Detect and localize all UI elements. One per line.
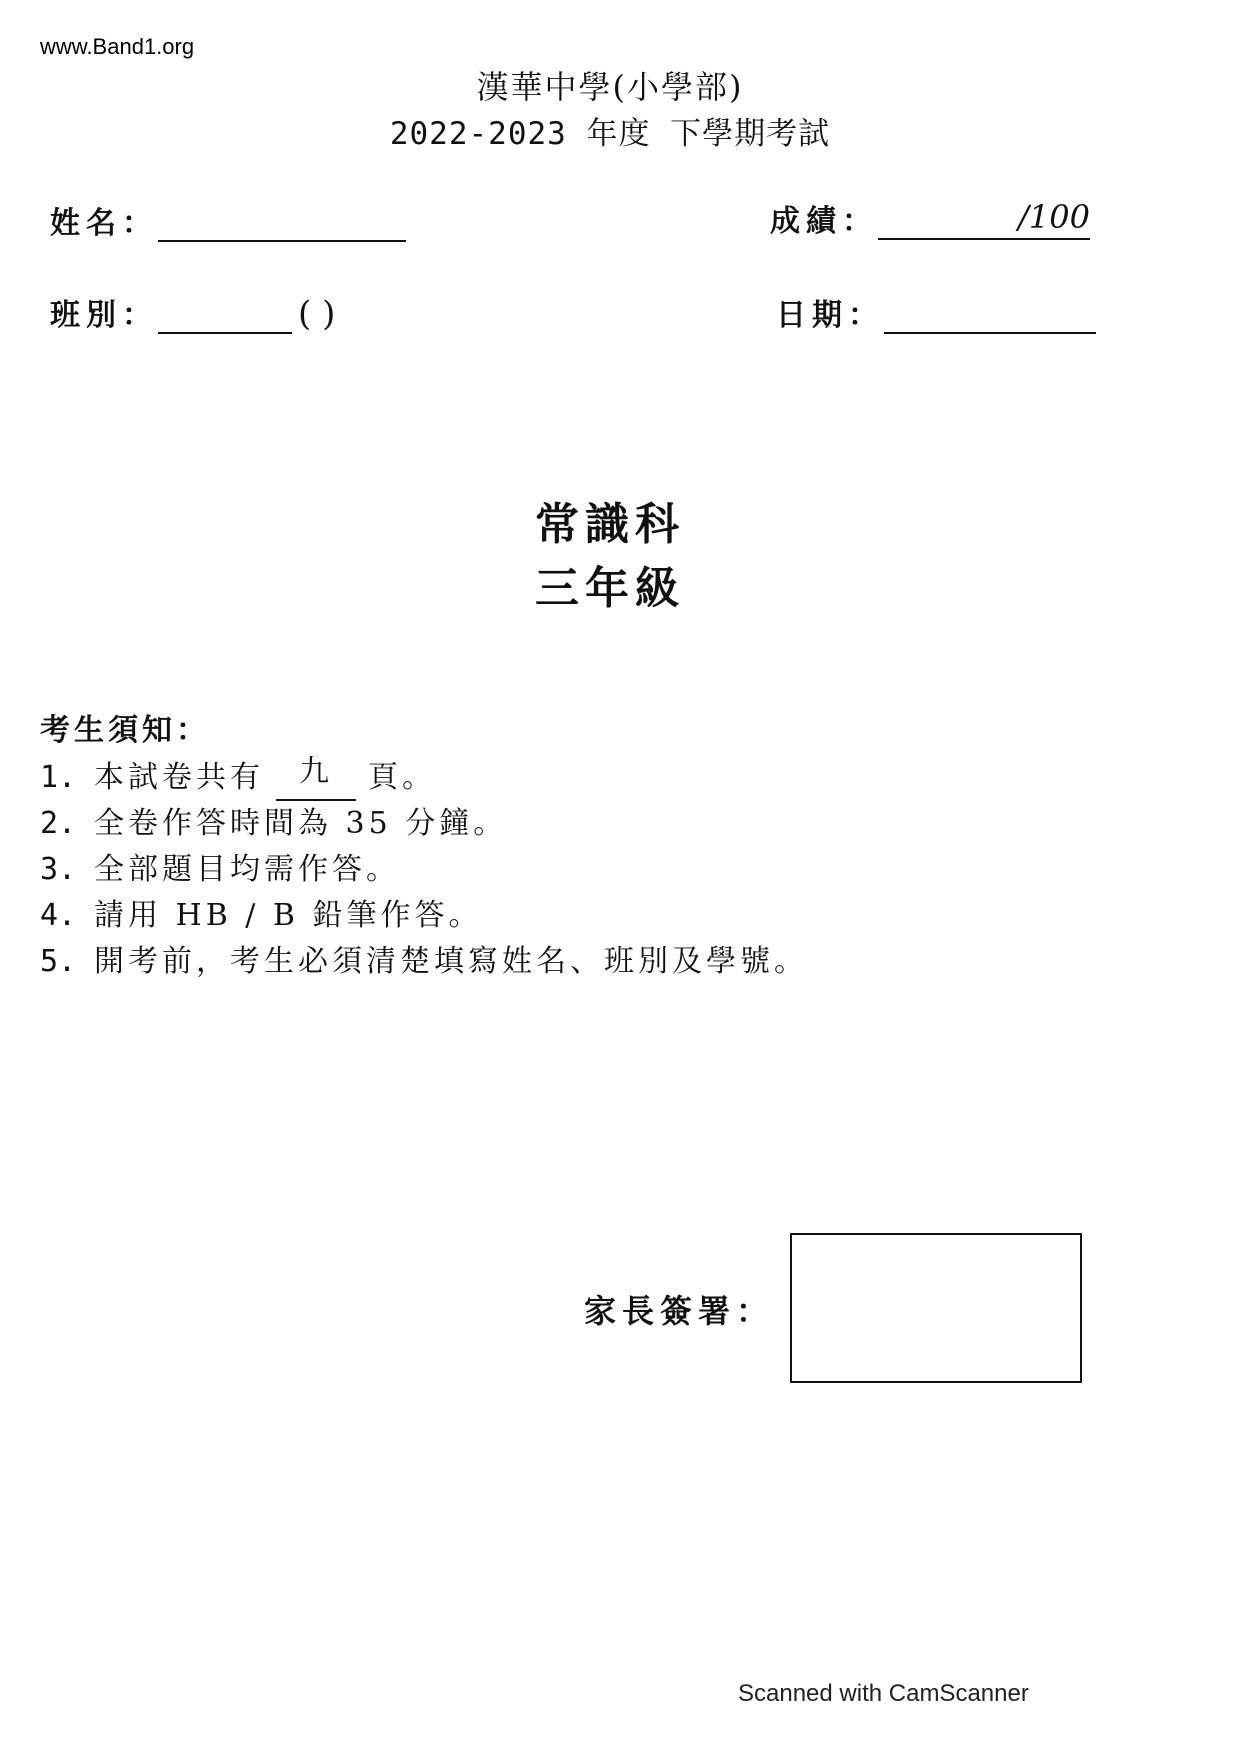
instructions-heading: 考生須知：: [40, 713, 210, 748]
instruction-item: [40, 893, 808, 939]
score-label: 成績：: [770, 204, 878, 239]
instruction-number: 4.: [40, 898, 77, 933]
name-field: [50, 198, 406, 242]
class-field: [50, 290, 335, 334]
instruction-number: 3.: [40, 852, 77, 887]
scanner-footer: Scanned with CamScanner: [738, 1680, 1029, 1707]
instruction-number: 2.: [40, 806, 77, 841]
score-blank-line: [878, 198, 1090, 240]
instruction-item: [40, 755, 808, 801]
instruction-item: [40, 847, 808, 893]
class-number-parentheses: ( ): [298, 294, 336, 334]
name-label: 姓名：: [50, 206, 158, 241]
class-label: 班別：: [50, 298, 158, 333]
site-watermark: www.Band1.org: [40, 34, 195, 59]
instruction-text: 全部題目均需作答。: [94, 852, 400, 887]
date-field: [776, 290, 1096, 334]
page-count-blank: 九: [276, 755, 356, 801]
score-field: [770, 196, 1090, 240]
parent-signature-label: 家長簽署：: [584, 1292, 775, 1330]
parent-signature-box: [790, 1233, 1082, 1383]
school-name: 漢華中學(小學部): [476, 68, 744, 106]
exam-title: 2022-2023 年度 下學期考試: [389, 116, 831, 152]
instruction-text: 本試卷共有: [94, 760, 264, 795]
instructions-section: [40, 705, 808, 985]
instruction-number: 1.: [40, 760, 77, 795]
subject-title: 常識科: [535, 499, 685, 550]
name-blank-line: [158, 210, 406, 242]
instruction-text: 開考前，考生必須清楚填寫姓名、班別及學號。: [94, 944, 808, 979]
instruction-text: 請用 HB / B 鉛筆作答。: [94, 898, 483, 933]
grade-title: 三年級: [535, 563, 685, 614]
instruction-number: 5.: [40, 944, 77, 979]
instruction-text: 全卷作答時間為 35 分鐘。: [94, 806, 508, 841]
score-total: /100: [1018, 198, 1090, 236]
class-blank-line: [158, 302, 292, 334]
date-label: 日期：: [776, 298, 884, 333]
date-blank-line: [884, 302, 1096, 334]
instruction-item: [40, 801, 808, 847]
instruction-item: [40, 939, 808, 985]
instruction-text-end: 頁。: [368, 760, 436, 795]
